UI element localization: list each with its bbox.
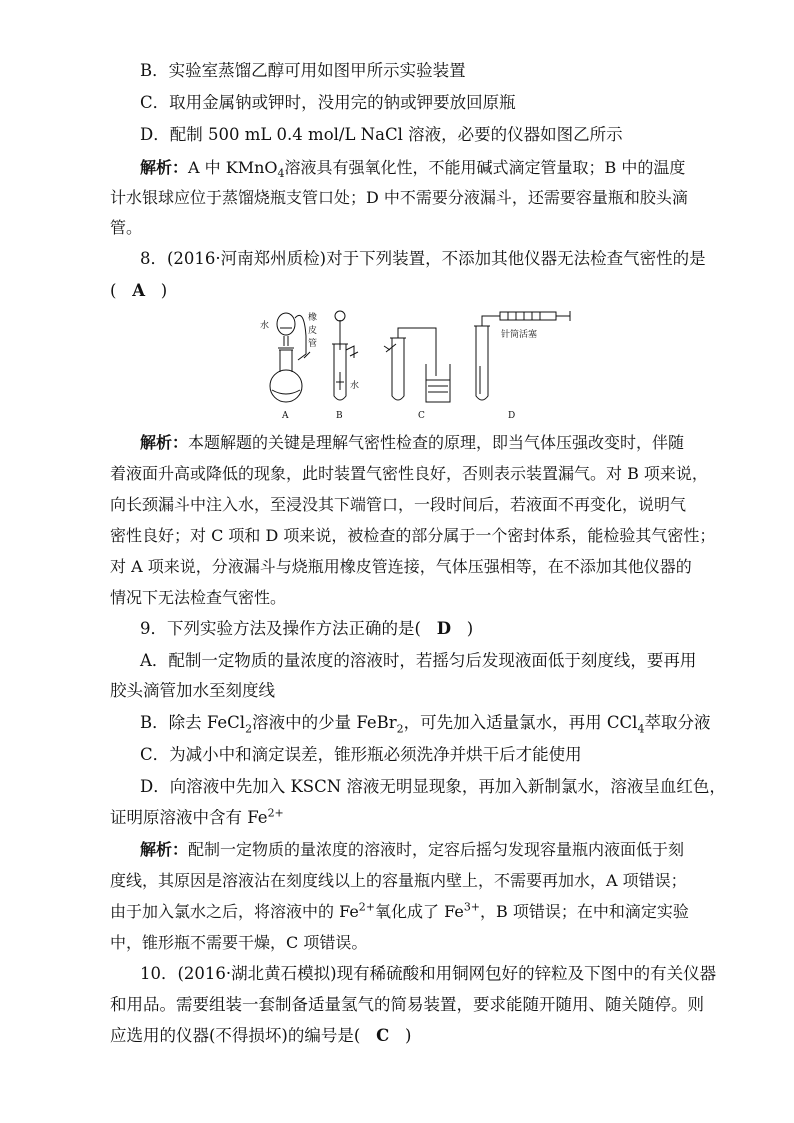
- q7-option-d: D．配制 500 mL 0.4 mol/L NaCl 溶液，必要的仪器如图乙所示: [140, 125, 623, 144]
- apparatus-b: [332, 311, 359, 400]
- rubber-tube-label-3: 管: [308, 339, 318, 349]
- apparatus-d: [474, 311, 570, 400]
- apparatus-label-a: A: [282, 411, 289, 421]
- q7-explanation-line-3: 管。: [110, 218, 143, 237]
- apparatus-label-c: C: [418, 411, 425, 421]
- water-label-b: 水: [350, 381, 360, 391]
- q8-explanation-line-6: 情况下无法检查气密性。: [110, 588, 287, 607]
- q9-answer-letter: D: [436, 619, 451, 638]
- q9-explanation-line-2: 度线，其原因是溶液沾在刻度线以上的容量瓶内壁上，不需要再加水，A 项错误；: [110, 871, 687, 890]
- q9-explanation-line-1: 解析：配制一定物质的量浓度的溶液时，定容后摇匀发现容量瓶内液面低于刻: [140, 840, 685, 859]
- syringe-plunger-label: 针筒活塞: [501, 330, 538, 340]
- q7-explanation-line-1: 解析：A 中 KMnO$_4$溶液具有强氧化性，不能用碱式滴定管量取；B 中的温度: [140, 158, 686, 181]
- q8-stem: 8．(2016·河南郑州质检)对于下列装置，不添加其他仪器无法检查气密性的是: [140, 249, 706, 268]
- q9-explanation-line-4: 中，锥形瓶不需要干燥，C 项错误。: [110, 933, 368, 952]
- q10-stem-line-1: 10．(2016·湖北黄石模拟)现有稀硫酸和用铜网包好的锌粒及下图中的有关仪器: [140, 964, 717, 983]
- water-label-a: 水: [260, 321, 270, 331]
- q9-option-d-line-1: D．向溶液中先加入 KSCN 溶液无明显现象，再加入新制氯水，溶液呈血红色，: [140, 777, 726, 796]
- q9-option-c: C．为减小中和滴定误差，锥形瓶必须洗净并烘干后才能使用: [140, 745, 582, 764]
- q9-stem: 9．下列实验方法及操作方法正确的是( D ): [140, 619, 474, 638]
- apparatus-figure: [258, 306, 578, 424]
- apparatus-a: [260, 313, 310, 402]
- rubber-tube-label-2: 皮: [308, 326, 318, 336]
- explanation-label: 解析：: [140, 158, 189, 177]
- q9-explanation-line-3: 由于加入氯水之后，将溶液中的 $Fe^{2+}$氧化成了 $Fe^{3+}$，B 项错误；在中和滴定实验: [110, 900, 689, 921]
- q9-option-a-line-2: 胶头滴管加水至刻度线: [110, 681, 275, 700]
- q7-explanation-line-2: 计水银球应位于蒸馏烧瓶支管口处；D 中不需要分液漏斗，还需要容量瓶和胶头滴: [110, 188, 688, 207]
- q9-option-a-line-1: A．配制一定物质的量浓度的溶液时，若摇匀后发现液面低于刻度线，要再用: [140, 651, 697, 670]
- q7-option-c: C．取用金属钠或钾时，没用完的钠或钾要放回原瓶: [140, 93, 516, 112]
- apparatus-label-b: B: [336, 411, 343, 421]
- apparatus-label-d: D: [508, 411, 516, 421]
- q7-option-b: B．实验室蒸馏乙醇可用如图甲所示实验装置: [140, 61, 466, 80]
- q9-option-b: B．除去 FeCl$_2$溶液中的少量 FeBr$_2$，可先加入适量氯水，再用 CCl$_4$萃取分液: [140, 713, 711, 736]
- q8-explanation-line-2: 着液面升高或降低的现象，此时装置气密性良好，否则表示装置漏气。对 B 项来说，: [110, 464, 708, 483]
- explanation-label: 解析：: [140, 433, 189, 452]
- q8-explanation-line-4: 密性良好；对 C 项和 D 项来说，被检查的部分属于一个密封体系，能检验其气密性；: [110, 526, 716, 545]
- q8-explanation-line-1: 解析：本题解题的关键是理解气密性检查的原理，即当气体压强改变时，伴随: [140, 433, 685, 452]
- explanation-label: 解析：: [140, 840, 189, 859]
- q10-stem-line-3: 应选用的仪器(不得损坏)的编号是( C ): [110, 1026, 412, 1045]
- q8-explanation-line-3: 向长颈漏斗中注入水，至浸没其下端管口，一段时间后，若液面不再变化，说明气: [110, 495, 687, 514]
- q8-explanation-line-5: 对 A 项来说，分液漏斗与烧瓶用橡皮管连接，气体压强相等，在不添加其他仪器的: [110, 557, 692, 576]
- q9-option-d-line-2: 证明原溶液中含有 $Fe^{2+}$: [110, 806, 284, 827]
- apparatus-c: [384, 328, 450, 402]
- q8-answer-letter: A: [132, 281, 145, 300]
- q10-stem-line-2: 和用品。需要组装一套制备适量氢气的简易装置，要求能随开随用、随关随停。则: [110, 995, 704, 1014]
- q8-answer: ( A ): [110, 281, 168, 300]
- rubber-tube-label-1: 橡: [308, 313, 318, 323]
- q10-answer-letter: C: [376, 1026, 390, 1045]
